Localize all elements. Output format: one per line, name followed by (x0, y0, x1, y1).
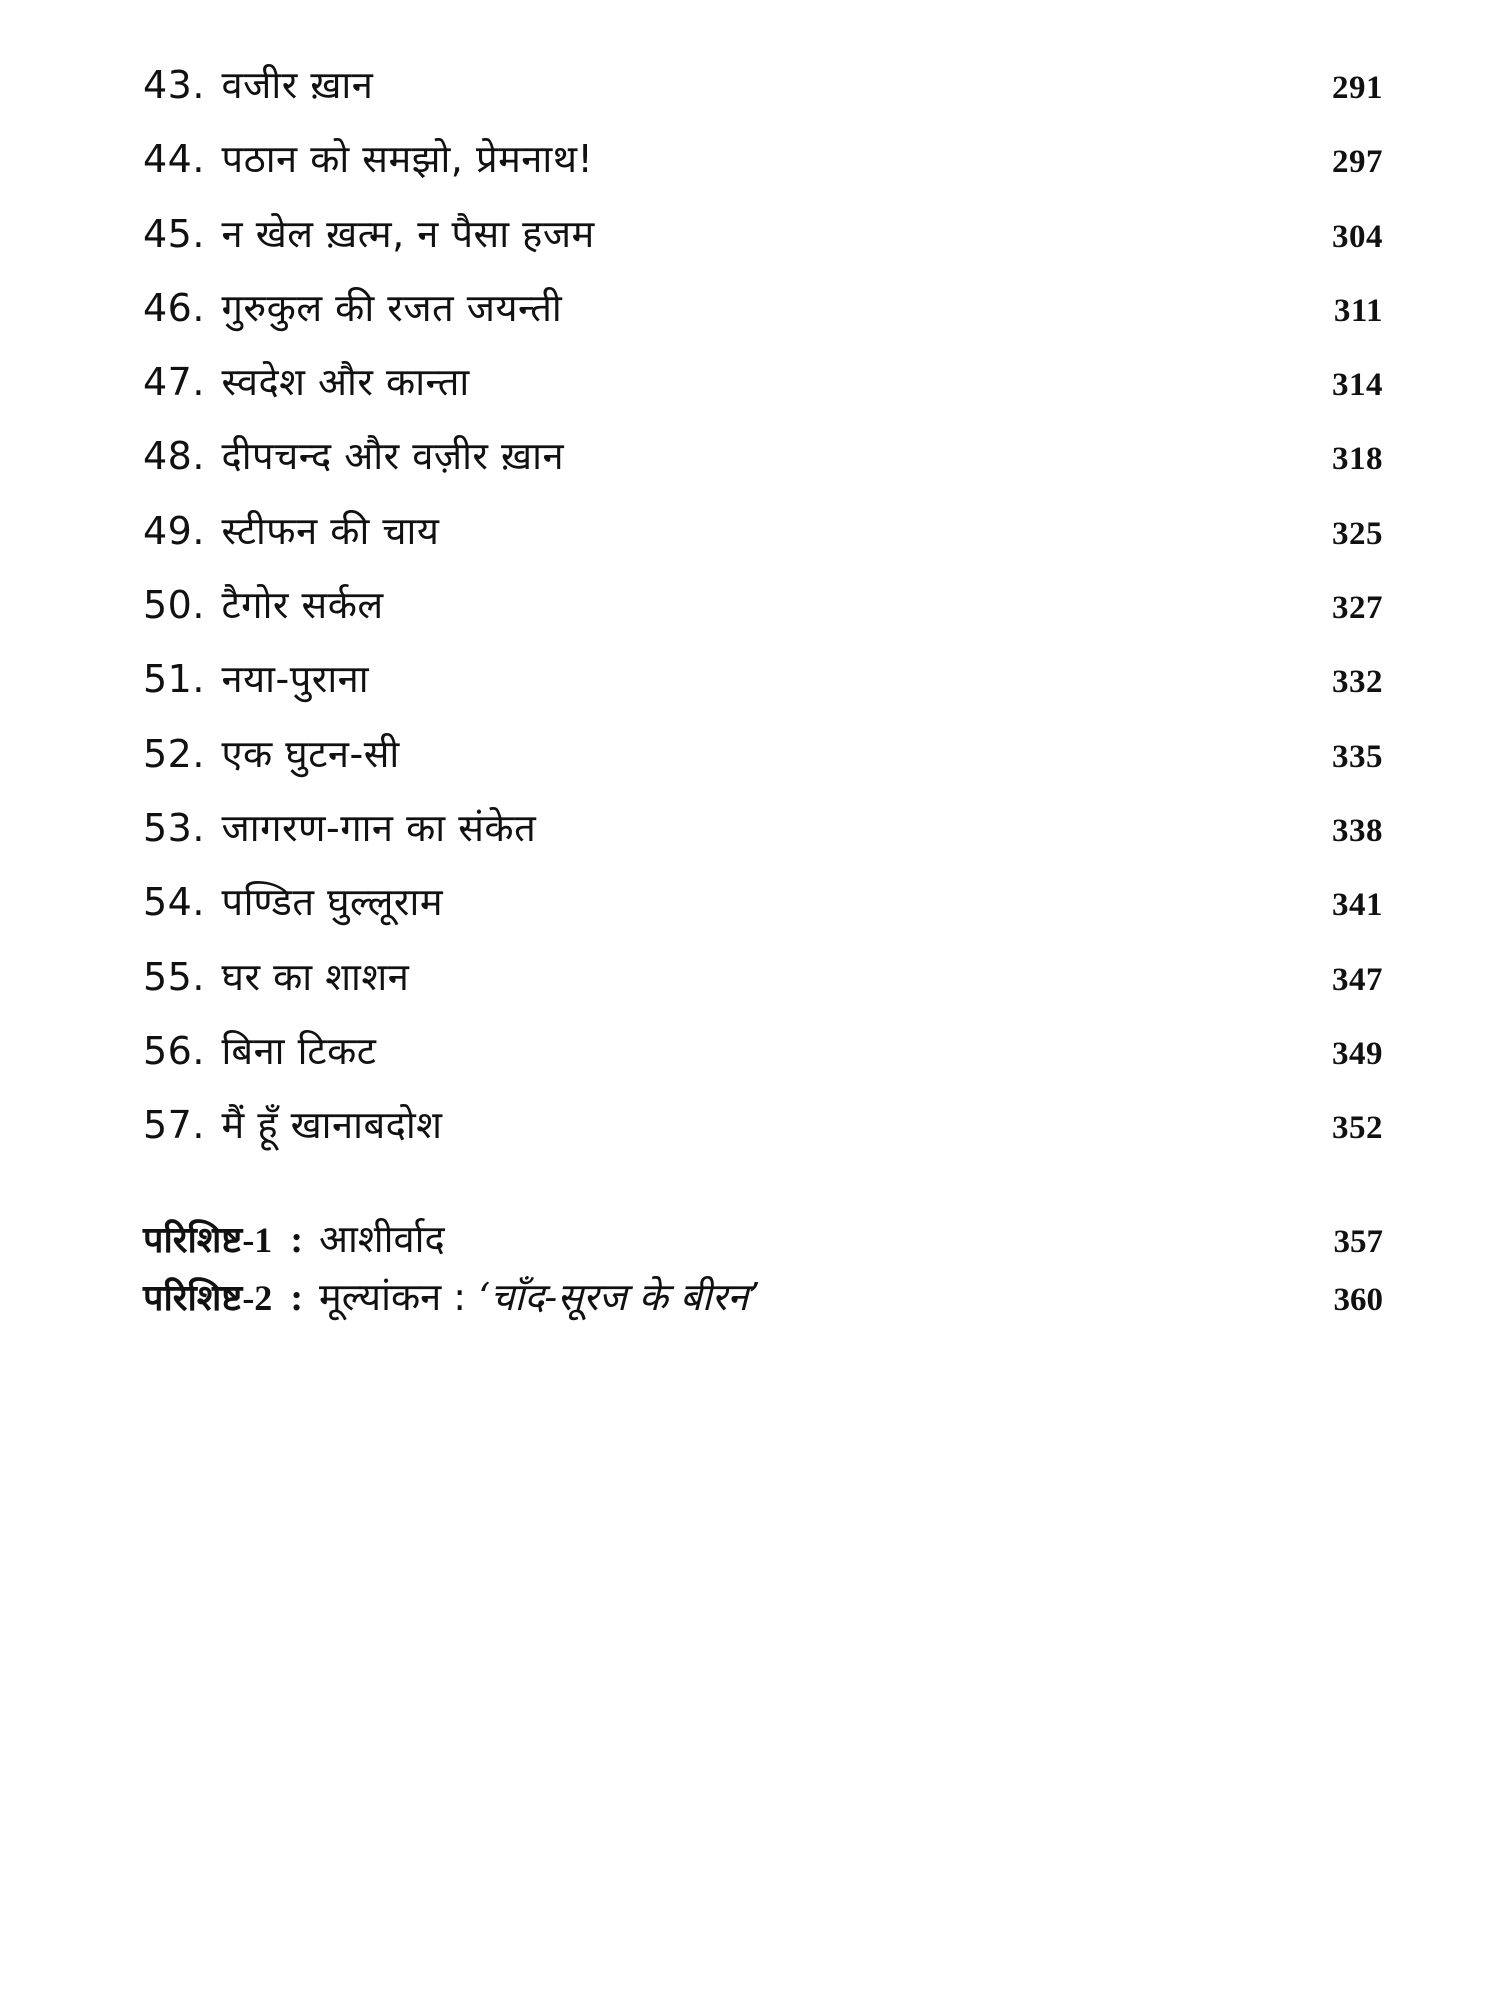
entry-page: 311 (1333, 292, 1383, 329)
appendix-colon: : (290, 1277, 303, 1319)
entry-number: 50. (143, 583, 205, 628)
entry-title: टैगोर सर्कल (221, 583, 384, 628)
entry-page: 341 (1332, 887, 1383, 924)
appendix-colon: : (290, 1219, 303, 1261)
entry-number: 53. (143, 805, 205, 850)
toc-entry-54[interactable] (143, 875, 1383, 949)
appendix-label: परिशिष्ट-1 (143, 1220, 273, 1260)
toc-entry-51[interactable] (143, 652, 1383, 726)
entry-title: बिना टिकट (221, 1028, 377, 1073)
appendix-entry-1[interactable] (143, 1212, 1383, 1270)
toc-entry-56[interactable] (143, 1024, 1383, 1098)
entry-number: 44. (143, 137, 205, 182)
toc-entry-57[interactable] (143, 1098, 1383, 1172)
entry-page: 314 (1332, 367, 1383, 404)
entry-number: 46. (143, 285, 205, 330)
entry-title: घर का शाशन (221, 954, 410, 999)
entry-number: 43. (143, 63, 205, 107)
appendix-entry-2[interactable] (143, 1270, 1383, 1328)
toc-entry-50[interactable] (143, 578, 1383, 652)
entry-title: जागरण-गान का संकेत (221, 805, 537, 850)
entry-page: 352 (1332, 1110, 1383, 1147)
toc-entry-46[interactable] (143, 281, 1383, 355)
appendix-subtitle: ‘चाँद-सूरज के बीरन’ (478, 1275, 761, 1319)
entry-number: 55. (143, 954, 205, 999)
entry-page: 325 (1332, 515, 1383, 552)
toc-entry-55[interactable] (143, 950, 1383, 1024)
entry-title: स्वदेश और कान्ता (221, 360, 470, 405)
toc-entry-45[interactable] (143, 207, 1383, 281)
entry-page: 332 (1332, 664, 1383, 701)
appendix-label: परिशिष्ट-2 (143, 1278, 273, 1318)
entry-title: मैं हूँ खानाबदोश (221, 1103, 443, 1148)
toc-entry-44[interactable] (143, 132, 1383, 206)
entry-title: वजीर ख़ान (221, 63, 374, 107)
toc-entry-52[interactable] (143, 727, 1383, 801)
entry-page: 335 (1332, 738, 1383, 775)
entry-number: 45. (143, 211, 205, 256)
entry-title: पण्डित घुल्लूराम (221, 880, 444, 925)
entry-number: 56. (143, 1028, 205, 1073)
entry-title: पठान को समझो, प्रेमनाथ! (221, 137, 594, 182)
entry-number: 49. (143, 508, 205, 553)
appendix-title: मूल्यांकन : (318, 1275, 467, 1319)
toc-entry-49[interactable] (143, 504, 1383, 578)
appendix-list (143, 1212, 1383, 1328)
appendix-page: 357 (1333, 1224, 1383, 1260)
toc-entry-47[interactable] (143, 355, 1383, 429)
toc-entry-53[interactable] (143, 801, 1383, 875)
entry-title: दीपचन्द और वज़ीर ख़ान (221, 434, 565, 479)
entry-number: 51. (143, 657, 205, 702)
entry-page: 327 (1332, 590, 1383, 627)
table-of-contents (143, 58, 1383, 1172)
entry-page: 304 (1332, 218, 1383, 255)
appendix-page: 360 (1333, 1282, 1383, 1318)
entry-title: गुरुकुल की रजत जयन्ती (221, 285, 563, 330)
entry-page: 338 (1332, 812, 1383, 849)
entry-title: न खेल ख़त्म, न पैसा हजम (221, 211, 595, 256)
toc-entry-43[interactable] (143, 58, 1383, 132)
appendix-title: आशीर्वाद (318, 1217, 445, 1261)
entry-page: 297 (1332, 144, 1383, 181)
entry-page: 349 (1332, 1035, 1383, 1072)
toc-entry-48[interactable] (143, 429, 1383, 503)
entry-number: 47. (143, 360, 205, 405)
entry-title: एक घुटन-सी (221, 731, 400, 776)
entry-title: स्टीफन की चाय (221, 508, 440, 553)
entry-page: 318 (1332, 441, 1383, 478)
entry-number: 48. (143, 434, 205, 479)
entry-page: 291 (1332, 70, 1383, 106)
entry-number: 57. (143, 1103, 205, 1148)
entry-number: 54. (143, 880, 205, 925)
entry-number: 52. (143, 731, 205, 776)
entry-page: 347 (1332, 961, 1383, 998)
entry-title: नया-पुराना (221, 657, 370, 702)
